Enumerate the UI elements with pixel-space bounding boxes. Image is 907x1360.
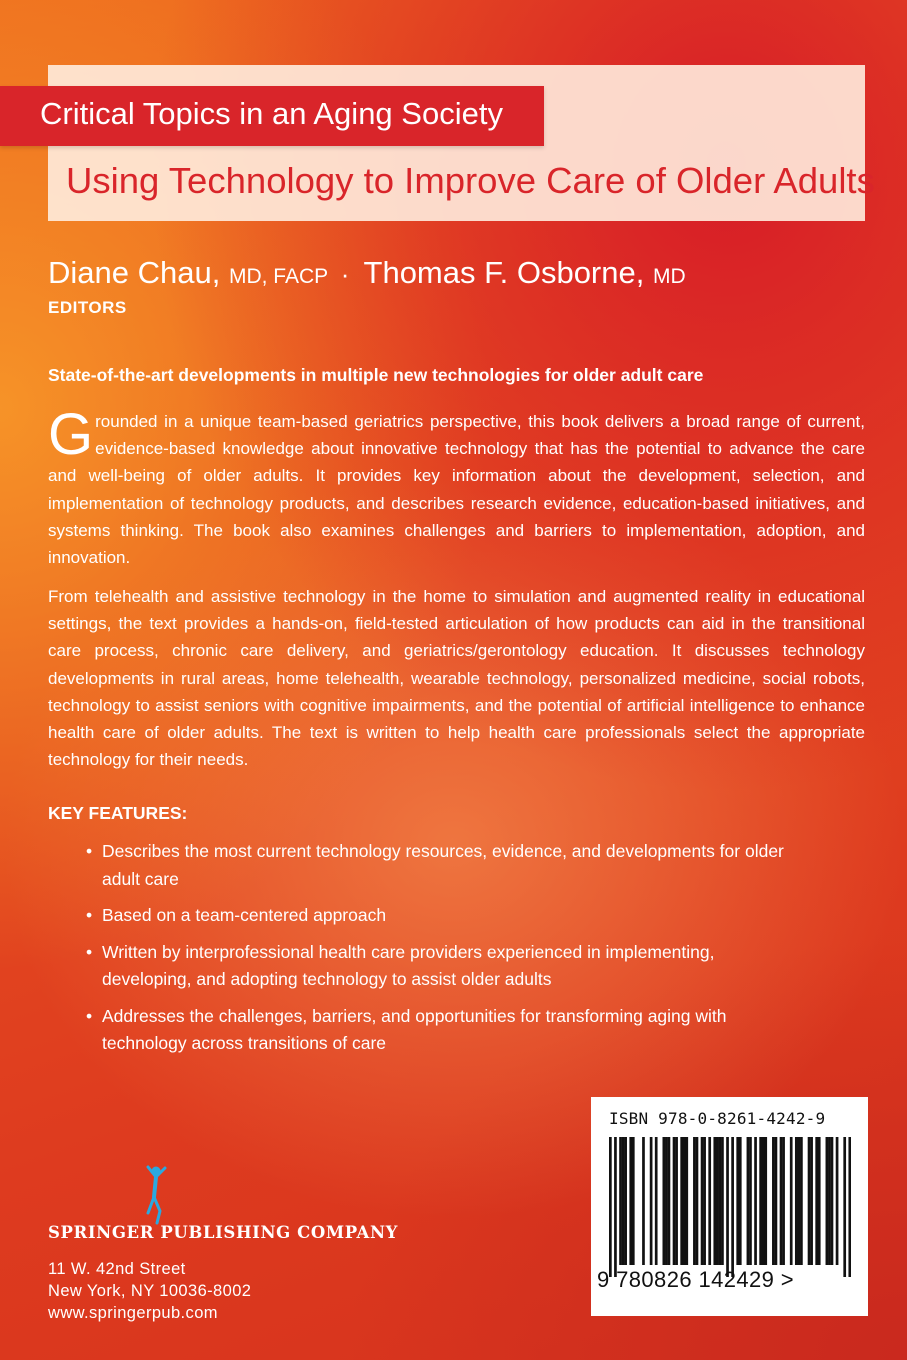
barcode-bar bbox=[831, 1137, 834, 1265]
barcode-bar bbox=[848, 1137, 851, 1277]
barcode-bar bbox=[764, 1137, 767, 1265]
key-features-heading: KEY FEATURES: bbox=[48, 803, 188, 823]
publisher-website: www.springerpub.com bbox=[48, 1304, 218, 1322]
bullet-icon: • bbox=[86, 841, 93, 861]
barcode-bar bbox=[708, 1137, 711, 1265]
list-item bbox=[86, 838, 806, 893]
key-features-list bbox=[86, 838, 806, 1067]
list-item bbox=[86, 1003, 806, 1058]
barcode-bar bbox=[780, 1137, 783, 1265]
barcode-bar bbox=[749, 1137, 752, 1265]
barcode-bar bbox=[662, 1137, 665, 1265]
address-line-2: New York, NY 10036-8002 bbox=[48, 1282, 252, 1300]
barcode-bar bbox=[721, 1137, 724, 1265]
barcode-bar bbox=[747, 1137, 750, 1265]
barcode-bar bbox=[782, 1137, 785, 1265]
barcode-bar bbox=[726, 1137, 729, 1277]
bullet-icon: • bbox=[86, 1005, 93, 1026]
barcode-bar bbox=[680, 1137, 683, 1265]
description-paragraph-1 bbox=[48, 402, 865, 571]
tagline: State-of-the-art developments in multiple new technologies for older adult care bbox=[48, 365, 704, 385]
drop-cap: G bbox=[48, 402, 94, 467]
barcode-bar bbox=[739, 1137, 742, 1265]
barcode-bar bbox=[772, 1137, 775, 1265]
address-line-1: 11 W. 42nd Street bbox=[48, 1260, 186, 1278]
barcode-bar bbox=[703, 1137, 706, 1265]
editor2-credentials: MD bbox=[652, 265, 686, 288]
barcode-bar bbox=[716, 1137, 719, 1265]
list-item bbox=[86, 939, 806, 994]
feature-text: Written by interprofessional health care providers experienced in implementing, developing, and adopting technology to assist older adults bbox=[102, 941, 715, 989]
bullet-icon: • bbox=[86, 905, 93, 925]
description-paragraph-2: From telehealth and assistive technology in the home to simulation and augmented reality in educational settings, the text provides a hands-on, field-tested articulation of how products can aid in the transitional care process, chronic care delivery, and geriatrics/gerontology education. It discusses technology developments in rural areas, home telehealth, wearable technology, personalized medicine, social robots, technology to assist seniors with cognitive impairments, and the potential of artificial intelligence to enhance health care of older adults. The text is written to help health care professionals select the appropriate technology for their needs. bbox=[48, 587, 865, 770]
barcode-bar bbox=[795, 1137, 798, 1265]
barcode-bar bbox=[693, 1137, 696, 1265]
barcode-bar bbox=[713, 1137, 716, 1265]
barcode-bar bbox=[683, 1137, 686, 1265]
barcode-bar bbox=[668, 1137, 671, 1265]
barcode-icon bbox=[609, 1137, 851, 1277]
barcode-bar bbox=[759, 1137, 762, 1265]
barcode-bar bbox=[642, 1137, 645, 1265]
barcode-bar bbox=[736, 1137, 739, 1265]
barcode-bar bbox=[665, 1137, 668, 1265]
barcode-bar bbox=[614, 1137, 617, 1277]
barcode-bar bbox=[826, 1137, 829, 1265]
series-title: Critical Topics in an Aging Society bbox=[40, 96, 503, 131]
barcode-bar bbox=[655, 1137, 658, 1265]
barcode-bar bbox=[696, 1137, 699, 1265]
barcode-bar bbox=[815, 1137, 818, 1265]
barcode-bar bbox=[673, 1137, 676, 1265]
barcode-bar bbox=[622, 1137, 625, 1265]
barcode-bar bbox=[762, 1137, 765, 1265]
barcode-bar bbox=[719, 1137, 722, 1265]
springer-figure-icon bbox=[138, 1165, 174, 1227]
publisher-address bbox=[48, 1258, 251, 1324]
barcode-bar bbox=[731, 1137, 734, 1277]
barcode-bar bbox=[818, 1137, 821, 1265]
barcode-bar bbox=[609, 1137, 612, 1277]
barcode-bar bbox=[810, 1137, 813, 1265]
barcode-digits: 9 780826 142429 > bbox=[597, 1267, 795, 1292]
barcode-bar bbox=[798, 1137, 801, 1265]
barcode-bar bbox=[843, 1137, 846, 1277]
barcode-bar bbox=[632, 1137, 635, 1265]
editor-separator: · bbox=[340, 259, 350, 289]
paragraph-1-text: rounded in a unique team-based geriatrics perspective, this book delivers a broad range of current, evidence-based knowledge about innovative technology that has the potential to advance the care and well-being of older adults. It provides key information about the development, selection, and implementation of technology products, and describes research evidence, education-based initiatives, and systems thinking. The book also examines challenges and barriers to implementation, adoption, and innovation. bbox=[48, 412, 865, 568]
barcode-box bbox=[591, 1097, 868, 1316]
barcode-bar bbox=[808, 1137, 811, 1265]
barcode-bar bbox=[624, 1137, 627, 1265]
barcode-bar bbox=[775, 1137, 778, 1265]
barcode-bar bbox=[828, 1137, 831, 1265]
barcode-bar bbox=[754, 1137, 757, 1265]
editor1-name: Diane Chau, bbox=[48, 255, 221, 290]
barcode-bar bbox=[790, 1137, 793, 1265]
barcode-bar bbox=[685, 1137, 688, 1265]
editors-label: EDITORS bbox=[48, 298, 127, 317]
barcode-bar bbox=[650, 1137, 653, 1265]
book-title: Using Technology to Improve Care of Older Adults bbox=[66, 160, 875, 201]
publisher-name: SPRINGER PUBLISHING COMPANY bbox=[48, 1223, 399, 1242]
barcode-bar bbox=[701, 1137, 704, 1265]
bullet-icon: • bbox=[86, 941, 93, 962]
barcode-bar bbox=[800, 1137, 803, 1265]
editor1-credentials: MD, FACP bbox=[228, 265, 329, 288]
list-item bbox=[86, 902, 806, 930]
feature-text: Based on a team-centered approach bbox=[102, 905, 387, 925]
editors-line bbox=[48, 255, 686, 291]
barcode-bar bbox=[619, 1137, 622, 1265]
feature-text: Addresses the challenges, barriers, and opportunities for transforming aging with technology across transitions of care bbox=[102, 1005, 727, 1053]
publisher-logo bbox=[48, 1165, 408, 1245]
feature-text: Describes the most current technology resources, evidence, and developments for older adult care bbox=[102, 841, 784, 889]
barcode-bar bbox=[675, 1137, 678, 1265]
isbn-label: ISBN 978-0-8261-4242-9 bbox=[609, 1109, 826, 1128]
barcode-bar bbox=[629, 1137, 632, 1265]
editor2-name: Thomas F. Osborne, bbox=[363, 255, 645, 290]
barcode-bar bbox=[836, 1137, 839, 1265]
